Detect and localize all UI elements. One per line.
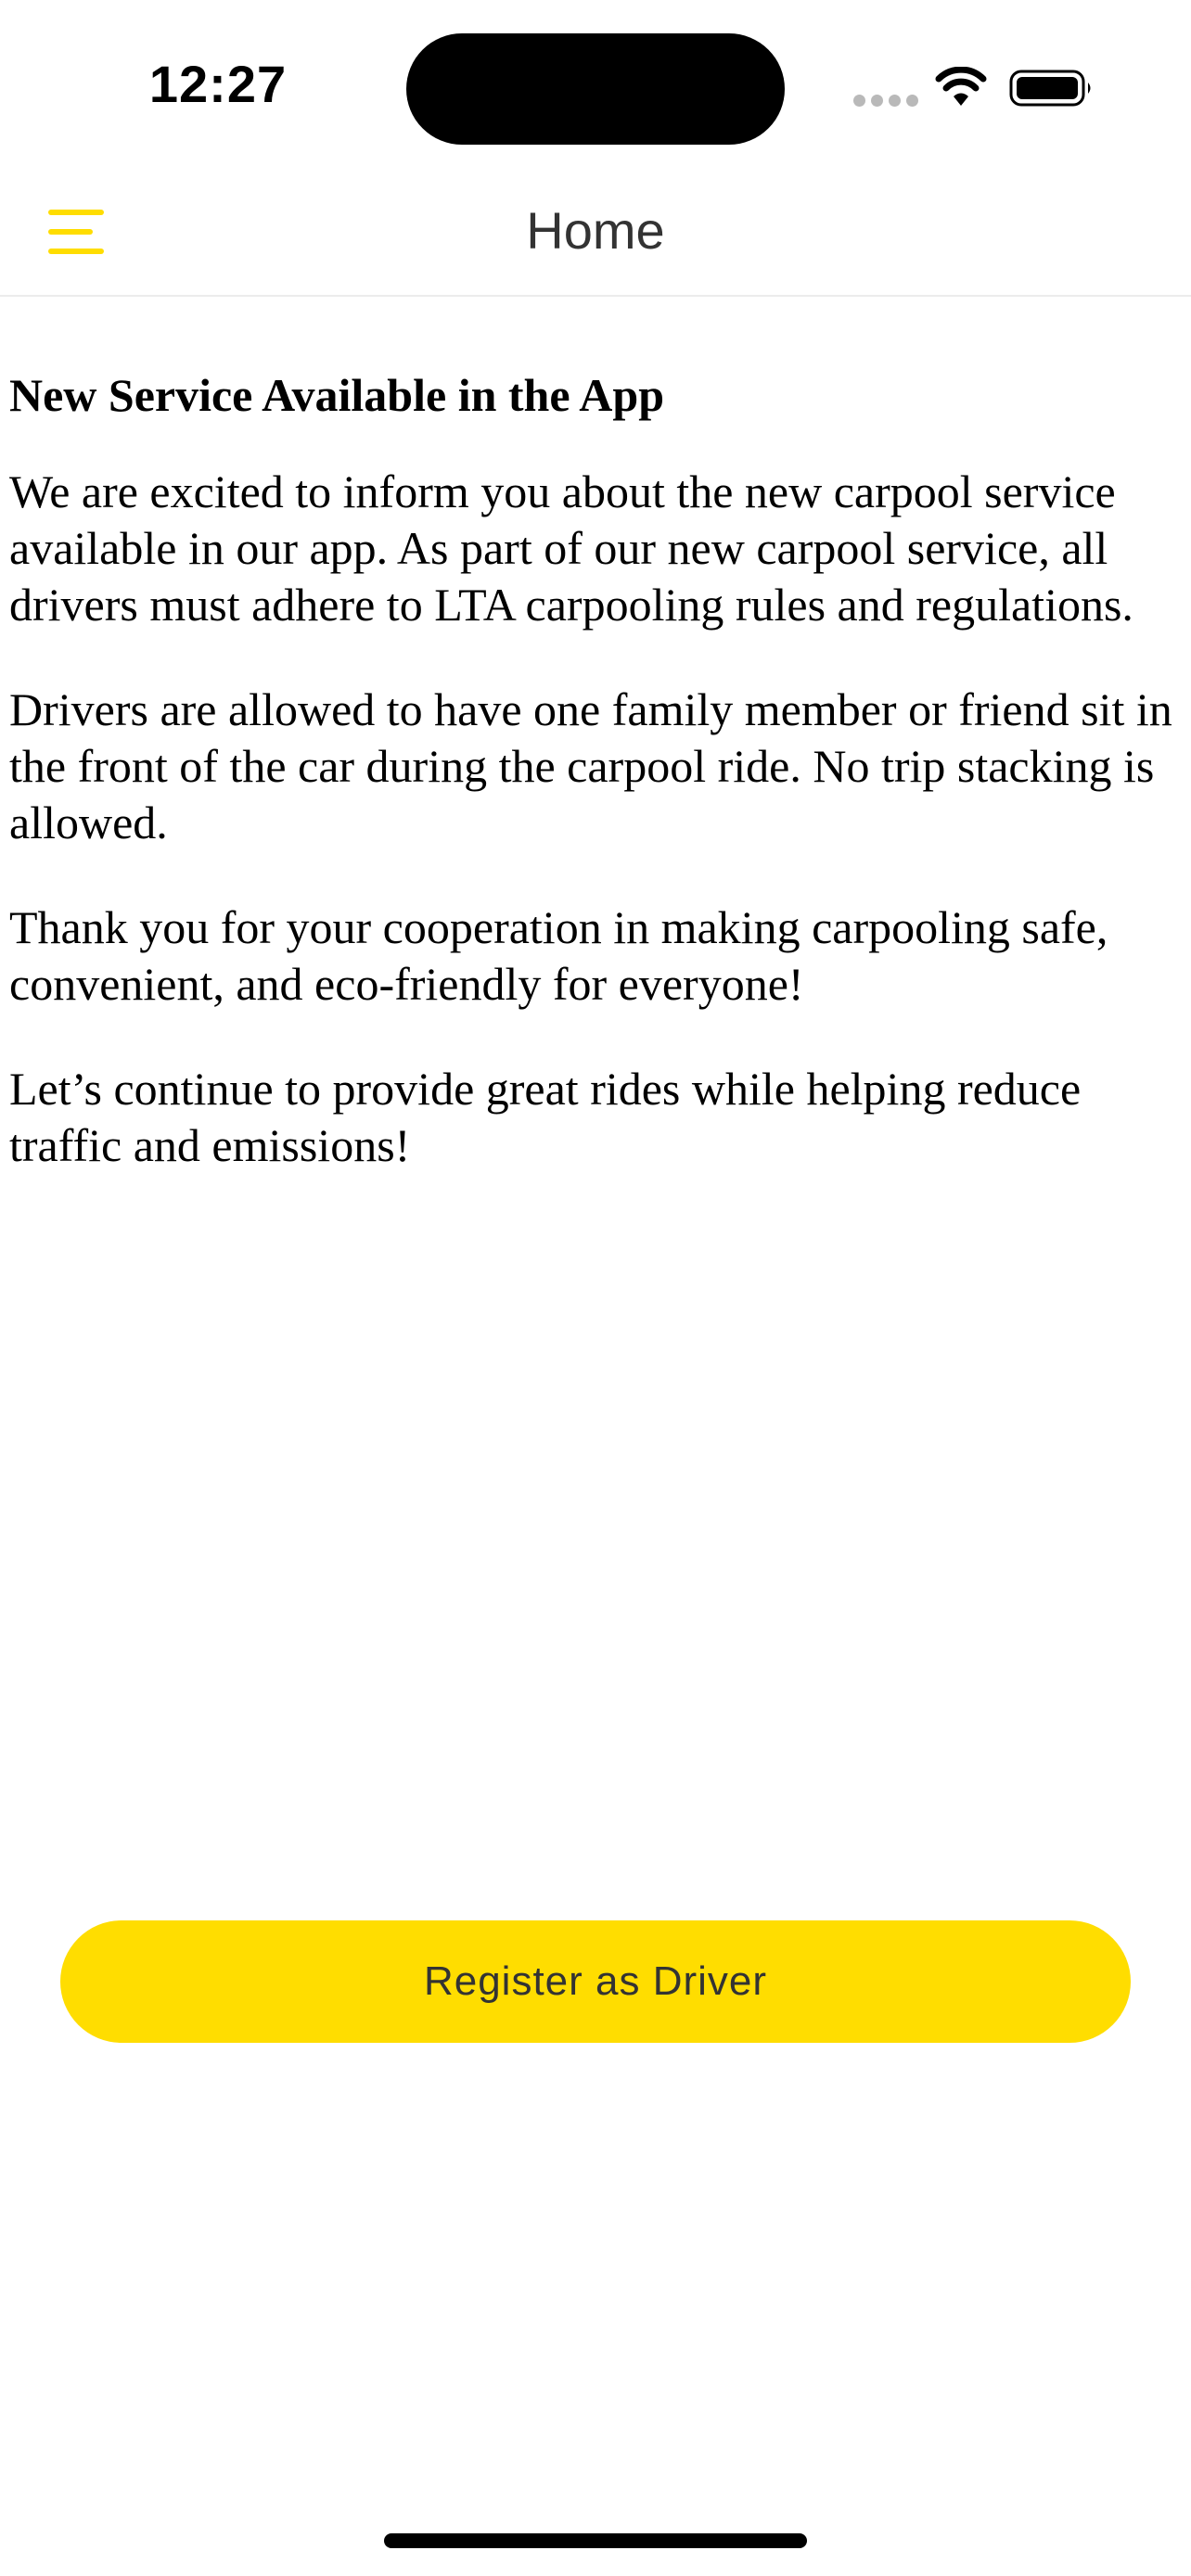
announcement-paragraph: Let’s continue to provide great rides while helping reduce traffic and emissions! <box>9 1063 1082 1171</box>
status-bar <box>0 0 1191 176</box>
page-title: Home <box>526 201 665 260</box>
announcement-content <box>9 362 1182 1222</box>
wifi-icon <box>935 67 987 108</box>
dynamic-island <box>406 33 785 145</box>
announcement-heading: New Service Available in the App <box>9 369 665 421</box>
announcement-paragraph: Thank you for your cooperation in making carpooling safe, convenient, and eco-friendly for everyone! <box>9 901 1108 1010</box>
status-time: 12:27 <box>148 55 288 113</box>
cellular-signal-icon <box>853 95 918 108</box>
announcement-paragraph: We are excited to inform you about the new carpool service available in our app. As part of our new carpool service, all drivers must adhere to LTA carpooling rules and regulations. <box>9 465 1133 631</box>
register-as-driver-button[interactable]: Register as Driver <box>60 1920 1131 2043</box>
nav-bar <box>0 176 1191 297</box>
battery-icon <box>1009 69 1095 108</box>
announcement-paragraph: Drivers are allowed to have one family member or friend sit in the front of the car during the carpool ride. No trip stacking is allowed. <box>9 683 1172 848</box>
home-indicator[interactable] <box>384 2533 807 2548</box>
